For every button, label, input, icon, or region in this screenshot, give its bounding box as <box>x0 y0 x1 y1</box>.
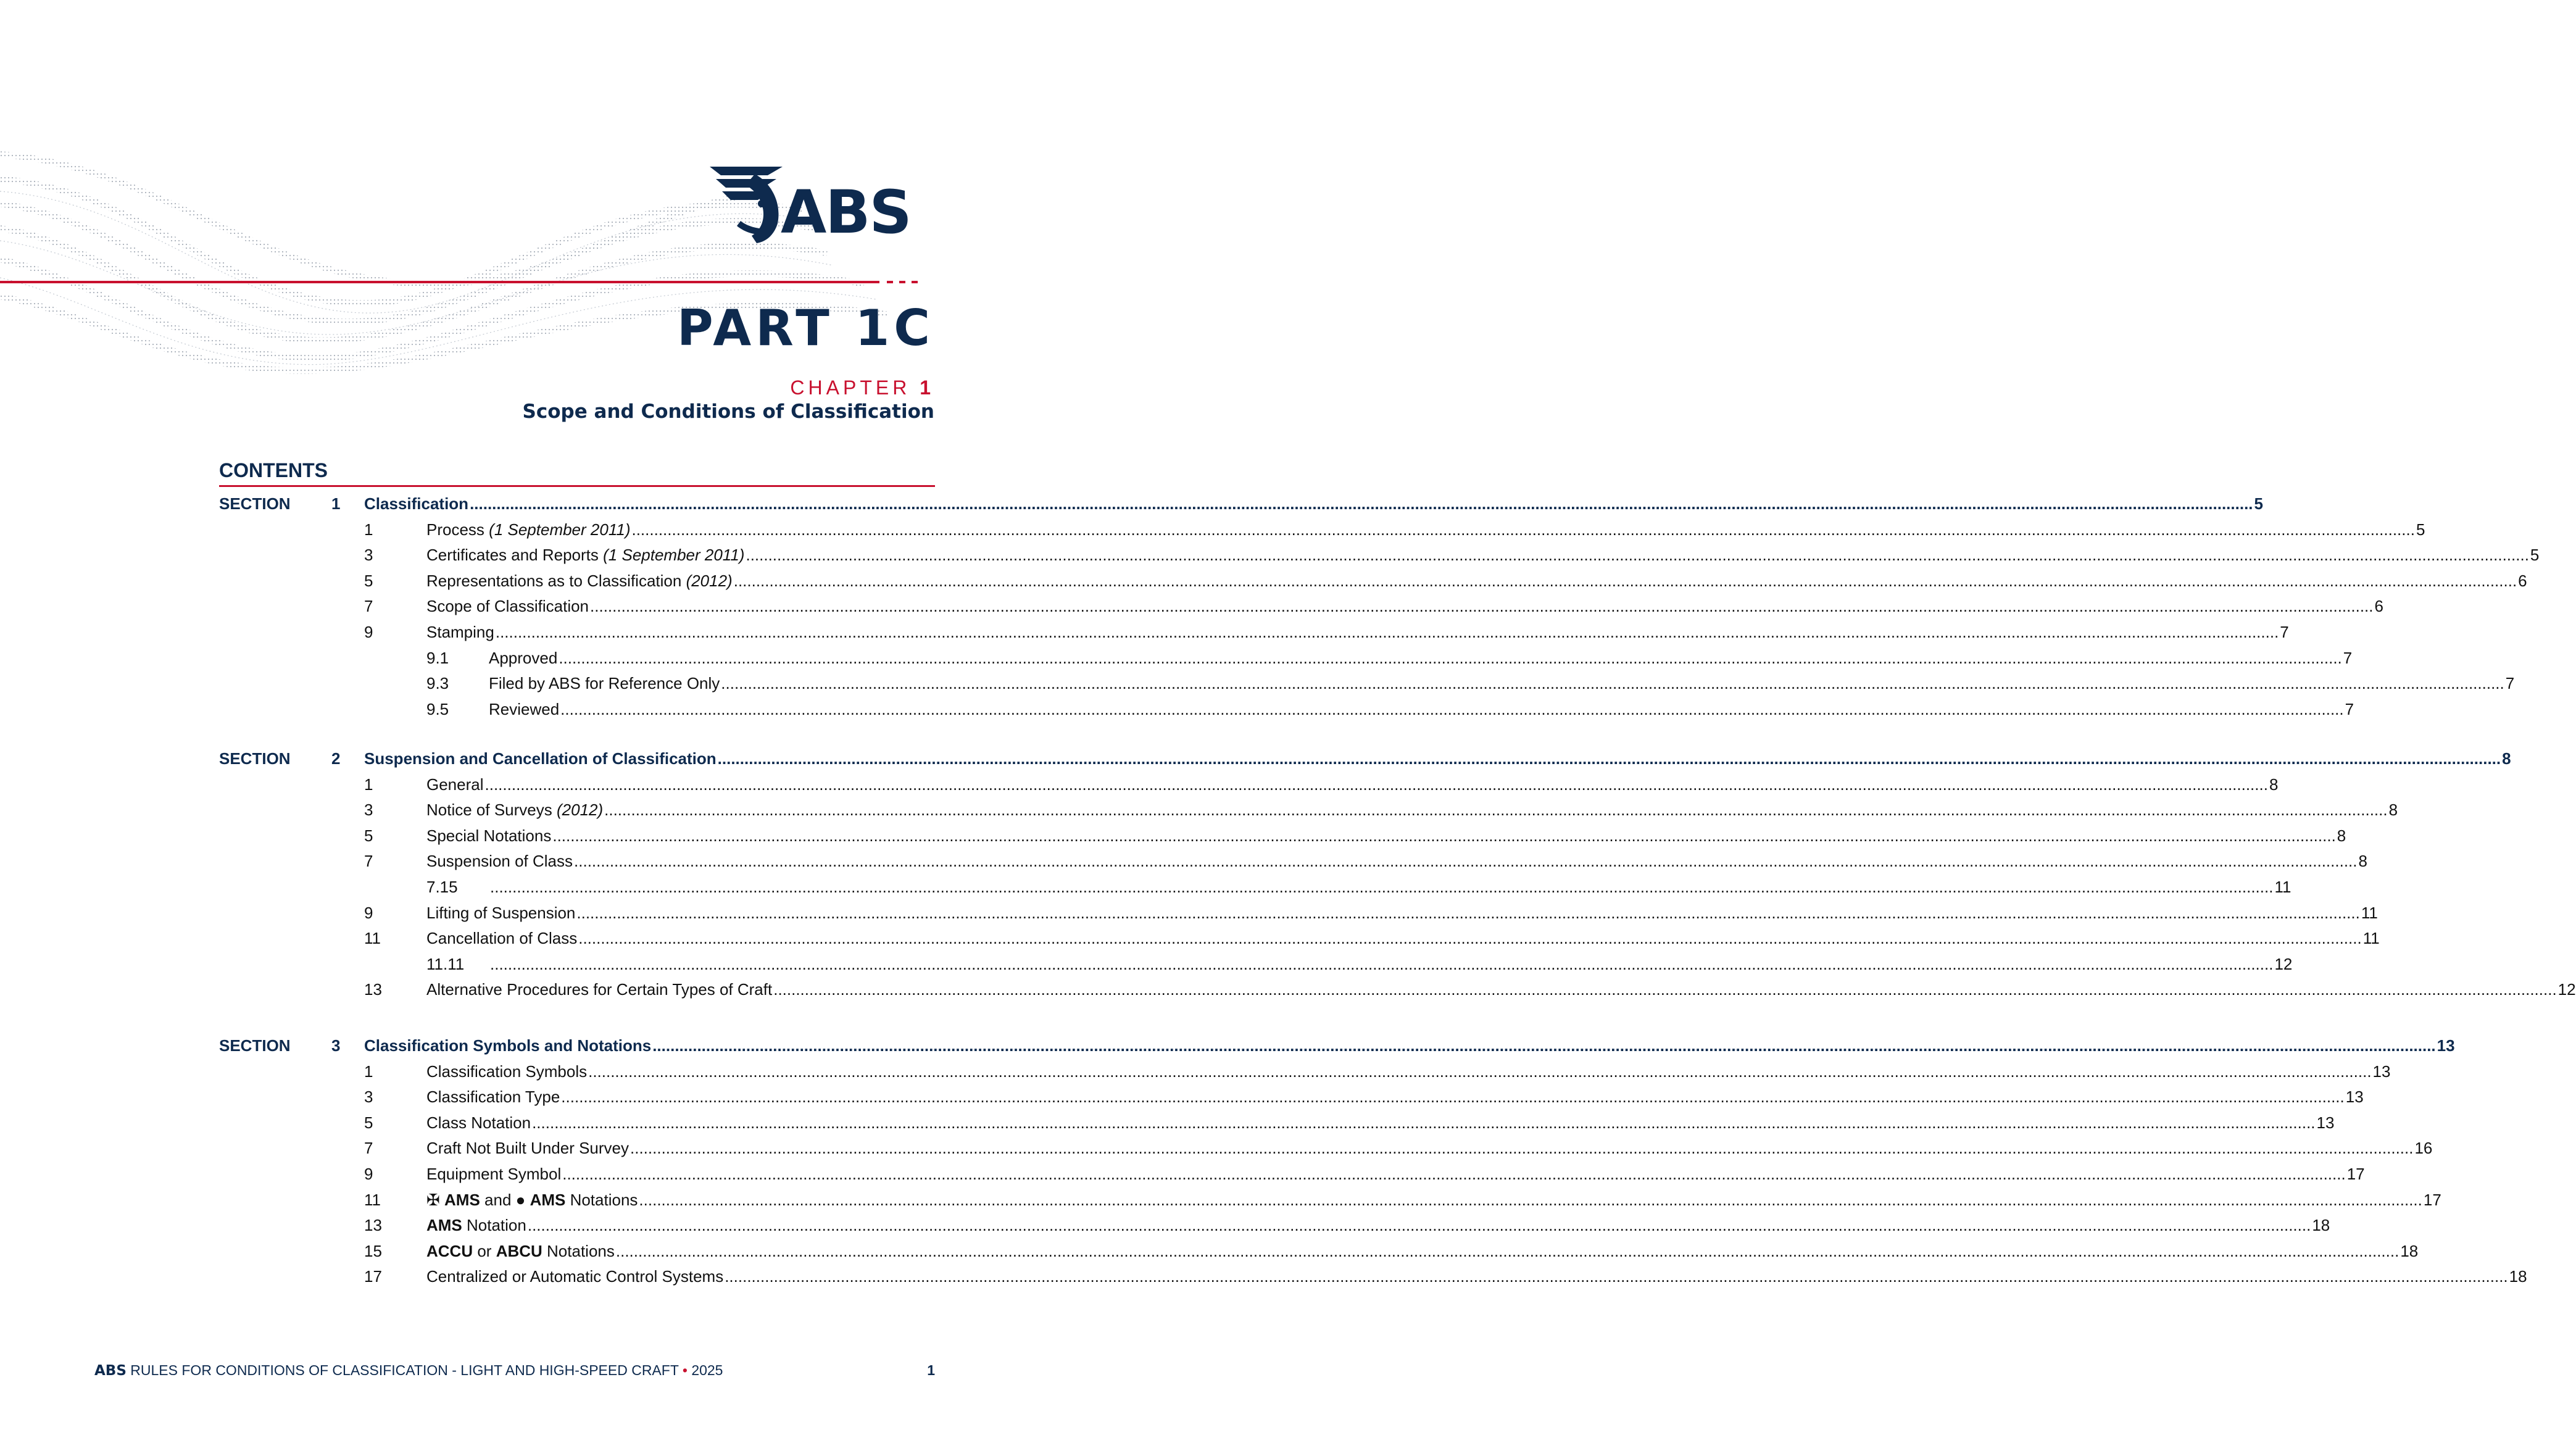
toc-dot-leader: ................................................................................................................................................................................................................................................................................................................................................................................................................ <box>532 1113 2316 1132</box>
toc-entry-title: Process (1 September 2011) <box>426 520 631 539</box>
toc-entry-leader <box>426 1137 2433 1159</box>
toc-item-number: 15 <box>364 1241 382 1260</box>
toc-item-row <box>219 1163 2365 1185</box>
toc-item-row <box>219 570 2527 592</box>
toc-item-number: 5 <box>364 826 373 845</box>
chapter-number: 1 <box>920 376 934 399</box>
toc-dot-leader: ................................................................................................................................................................................................................................................................................................................................................................................................................ <box>490 878 2274 896</box>
toc-dot-leader: ................................................................................................................................................................................................................................................................................................................................................................................................................ <box>717 749 2501 768</box>
footer-brand: ABS <box>94 1363 127 1379</box>
toc-dot-leader: ................................................................................................................................................................................................................................................................................................................................................................................................................ <box>746 546 2529 565</box>
toc-entry-title: Special Notations <box>426 826 552 845</box>
toc-item-row <box>219 1086 2364 1108</box>
toc-entry-title-part: ACCU <box>426 1241 473 1260</box>
toc-entry-leader <box>426 1265 2527 1287</box>
toc-section-number: 1 <box>331 494 341 513</box>
toc-dot-leader: ................................................................................................................................................................................................................................................................................................................................................................................................................ <box>576 903 2360 922</box>
toc-item-number: 9 <box>364 903 373 922</box>
toc-dot-leader: ................................................................................................................................................................................................................................................................................................................................................................................................................ <box>484 775 2268 794</box>
toc-item-number: 5 <box>364 1113 373 1132</box>
toc-section-row <box>219 747 2511 770</box>
toc-entry-leader <box>426 1112 2335 1134</box>
toc-entry-leader <box>426 1214 2330 1236</box>
toc-item-number: 11 <box>364 929 381 948</box>
toc-dot-leader: ................................................................................................................................................................................................................................................................................................................................................................................................................ <box>562 1165 2346 1183</box>
toc-dot-leader: ................................................................................................................................................................................................................................................................................................................................................................................................................ <box>733 571 2517 590</box>
toc-subitem-row <box>219 876 2291 898</box>
toc-entry-leader <box>489 647 2353 669</box>
toc-entry-leader <box>426 978 2576 1000</box>
toc-dot-leader: ................................................................................................................................................................................................................................................................................................................................................................................................................ <box>773 980 2557 999</box>
toc-item-row <box>219 621 2289 643</box>
toc-entry-title: Suspension of Class <box>426 852 573 871</box>
contents-red-rule <box>219 485 935 487</box>
toc-entry-leader <box>426 595 2383 617</box>
footer-year: 2025 <box>691 1362 723 1378</box>
toc-item-number: 5 <box>364 571 373 590</box>
toc-entry-title: Notice of Surveys (2012) <box>426 801 604 820</box>
toc-entry-page: 7 <box>2345 699 2354 718</box>
toc-entry-title: Classification <box>364 494 469 513</box>
toc-entry-title: Stamping <box>426 623 494 641</box>
toc-dot-leader: ................................................................................................................................................................................................................................................................................................................................................................................................................ <box>470 494 2253 513</box>
toc-entry-title <box>426 1214 526 1236</box>
toc-entry-title: Craft Not Built Under Survey <box>426 1139 629 1158</box>
toc-subitem-row <box>219 647 2353 669</box>
toc-entry-page: 13 <box>2437 1036 2455 1055</box>
toc-entry-page: 8 <box>2502 749 2511 768</box>
toc-entry-title: Filed by ABS for Reference Only <box>489 674 720 693</box>
toc-entry-title: Equipment Symbol <box>426 1165 562 1183</box>
toc-entry-page: 13 <box>2316 1113 2335 1132</box>
toc-subitem-number: 9.5 <box>426 699 449 718</box>
toc-entry-leader <box>426 1086 2364 1108</box>
toc-dot-leader: ................................................................................................................................................................................................................................................................................................................................................................................................................ <box>495 623 2279 641</box>
toc-dot-leader: ................................................................................................................................................................................................................................................................................................................................................................................................................ <box>590 597 2374 616</box>
toc-dot-leader: ................................................................................................................................................................................................................................................................................................................................................................................................................ <box>574 852 2358 871</box>
toc-item-number: 9 <box>364 1165 373 1183</box>
toc-entry-title: Classification Symbols and Notations <box>364 1036 652 1055</box>
toc-dot-leader: ................................................................................................................................................................................................................................................................................................................................................................................................................ <box>552 826 2336 845</box>
toc-entry-leader <box>426 621 2289 643</box>
toc-entry-leader <box>426 1060 2391 1083</box>
toc-entry-title-part: ✠ <box>426 1190 445 1209</box>
toc-item-number: 17 <box>364 1267 382 1286</box>
toc-entry-title: Cancellation of Class <box>426 929 578 948</box>
toc-entry-leader <box>426 850 2367 872</box>
toc-entry-leader <box>426 927 2380 949</box>
toc-entry-title-part: AMS <box>444 1190 480 1209</box>
toc-entry-title: Classification Type <box>426 1087 560 1107</box>
toc-entry-title-part: and ● <box>480 1190 530 1209</box>
toc-entry-title-part: AMS <box>530 1190 566 1209</box>
toc-subitem-number: 9.1 <box>426 648 449 667</box>
toc-entry-page: 8 <box>2337 826 2346 845</box>
footer-title: RULES FOR CONDITIONS OF CLASSIFICATION - LIGHT AND HIGH-SPEED CRAFT <box>130 1362 679 1378</box>
toc-entry-page: 16 <box>2414 1139 2433 1158</box>
toc-entry-leader <box>426 518 2425 541</box>
toc-subitem-number: 7.15 <box>426 878 458 896</box>
toc-entry-page: 8 <box>2269 775 2279 794</box>
toc-item-row <box>219 1189 2441 1211</box>
toc-entry-leader <box>364 747 2511 770</box>
toc-dot-leader: ................................................................................................................................................................................................................................................................................................................................................................................................................ <box>490 954 2274 973</box>
toc-entry-page: 18 <box>2400 1241 2419 1260</box>
toc-dot-leader: ................................................................................................................................................................................................................................................................................................................................................................................................................ <box>721 674 2504 693</box>
toc-entry-leader <box>489 672 2515 694</box>
toc-entry-page: 6 <box>2518 571 2527 590</box>
chapter-label-text: CHAPTER <box>790 376 911 399</box>
toc-item-number: 3 <box>364 1087 373 1107</box>
toc-entry-leader <box>426 773 2279 796</box>
toc-item-row <box>219 1240 2419 1262</box>
toc-section-row <box>219 1034 2455 1057</box>
toc-dot-leader: ................................................................................................................................................................................................................................................................................................................................................................................................................ <box>615 1241 2399 1260</box>
toc-dot-leader: ................................................................................................................................................................................................................................................................................................................................................................................................................ <box>527 1216 2311 1235</box>
toc-item-row <box>219 1112 2335 1134</box>
toc-section-row <box>219 493 2263 515</box>
footer-bullet: • <box>682 1362 688 1378</box>
toc-entry-title: Centralized or Automatic Control Systems <box>426 1267 724 1286</box>
toc-item-number: 1 <box>364 520 373 539</box>
toc-entry-leader <box>489 876 2291 898</box>
toc-entry-page: 8 <box>2388 801 2398 820</box>
header-red-dash <box>887 281 893 283</box>
toc-entry-leader <box>426 570 2527 592</box>
toc-section-label: SECTION <box>219 1036 291 1055</box>
toc-dot-leader: ................................................................................................................................................................................................................................................................................................................................................................................................................ <box>578 929 2362 948</box>
toc-item-row <box>219 978 2576 1000</box>
toc-item-row <box>219 544 2540 566</box>
toc-item-row <box>219 927 2380 949</box>
toc-entry-leader <box>489 698 2354 720</box>
toc-entry-title: Representations as to Classification (2012) <box>426 571 733 590</box>
toc-entry-page: 12 <box>2557 980 2576 999</box>
toc-item-number: 11 <box>364 1190 381 1209</box>
toc-entry-page: 18 <box>2509 1267 2527 1286</box>
toc-dot-leader: ................................................................................................................................................................................................................................................................................................................................................................................................................ <box>639 1190 2422 1209</box>
toc-item-number: 9 <box>364 623 373 641</box>
toc-dot-leader: ................................................................................................................................................................................................................................................................................................................................................................................................................ <box>559 648 2342 667</box>
toc-entry-page: 6 <box>2374 597 2383 616</box>
toc-entry-title-part: Notations <box>542 1241 615 1260</box>
toc-entry-title: Class Notation <box>426 1113 531 1132</box>
toc-item-row <box>219 1060 2391 1083</box>
header-red-dash <box>912 281 918 283</box>
chapter-title: Scope and Conditions of Classification <box>522 401 934 423</box>
toc-item-number: 3 <box>364 546 373 565</box>
toc-item-number: 1 <box>364 1062 373 1081</box>
toc-entry-leader <box>426 544 2540 566</box>
toc-item-number: 1 <box>364 775 373 794</box>
page-footer <box>94 1363 935 1378</box>
toc-entry-title-part: AMS <box>426 1216 462 1235</box>
header-red-dash <box>899 281 905 283</box>
toc-entry-title: Lifting of Suspension <box>426 903 576 922</box>
toc-entry-title: Reviewed <box>489 699 560 718</box>
toc-section-number: 2 <box>331 749 341 768</box>
toc-entry-qualifier: (2012) <box>556 801 604 820</box>
abs-logo-text: ABS <box>781 178 911 247</box>
toc-item-number: 7 <box>364 597 373 616</box>
toc-entry-leader <box>426 1163 2365 1185</box>
toc-dot-leader: ................................................................................................................................................................................................................................................................................................................................................................................................................ <box>725 1267 2508 1286</box>
toc-entry-page: 7 <box>2280 623 2289 641</box>
toc-item-row <box>219 799 2398 821</box>
toc-subitem-number: 9.3 <box>426 674 449 693</box>
toc-item-number: 3 <box>364 801 373 820</box>
toc-entry-leader <box>364 493 2263 515</box>
toc-entry-page: 12 <box>2274 954 2293 973</box>
toc-item-row <box>219 850 2367 872</box>
toc-section-number: 3 <box>331 1036 341 1055</box>
toc-section-label: SECTION <box>219 494 291 513</box>
chapter-label <box>790 378 934 397</box>
toc-entry-title: Approved <box>489 648 558 667</box>
toc-entry-page: 13 <box>2345 1087 2364 1107</box>
toc-entry-page: 5 <box>2530 546 2540 565</box>
toc-entry-leader <box>426 825 2346 847</box>
toc-dot-leader: ................................................................................................................................................................................................................................................................................................................................................................................................................ <box>604 801 2388 820</box>
toc-entry-title <box>426 1189 638 1211</box>
toc-item-row <box>219 1214 2330 1236</box>
toc-entry-page: 13 <box>2372 1062 2391 1081</box>
toc-dot-leader: ................................................................................................................................................................................................................................................................................................................................................................................................................ <box>631 520 2415 539</box>
toc-entry-leader <box>426 799 2398 821</box>
toc-entry-leader <box>426 1189 2441 1211</box>
toc-dot-leader: ................................................................................................................................................................................................................................................................................................................................................................................................................ <box>561 1087 2345 1107</box>
toc-item-number: 7 <box>364 852 373 871</box>
toc-item-row <box>219 595 2383 617</box>
toc-entry-title: Alternative Procedures for Certain Types of Craft <box>426 980 773 999</box>
toc-item-row <box>219 1265 2527 1287</box>
toc-entry-leader <box>426 1240 2419 1262</box>
toc-entry-page: 17 <box>2346 1165 2365 1183</box>
toc-entry-leader <box>426 902 2378 924</box>
toc-entry-title: Scope of Classification <box>426 597 589 616</box>
toc-dot-leader: ................................................................................................................................................................................................................................................................................................................................................................................................................ <box>588 1062 2372 1081</box>
toc-item-row <box>219 518 2425 541</box>
toc-dot-leader: ................................................................................................................................................................................................................................................................................................................................................................................................................ <box>560 699 2344 718</box>
toc-entry-title: General <box>426 775 484 794</box>
toc-item-number: 13 <box>364 980 382 999</box>
toc-entry-title: Classification Symbols <box>426 1062 588 1081</box>
toc-entry-title-part: Notation <box>462 1216 526 1235</box>
toc-entry-leader <box>489 953 2293 975</box>
toc-entry-qualifier: (2012) <box>686 571 733 590</box>
toc-item-row <box>219 825 2346 847</box>
toc-entry-title: Suspension and Cancellation of Classification <box>364 749 717 768</box>
toc-item-number: 13 <box>364 1216 382 1235</box>
toc-item-number: 7 <box>364 1139 373 1158</box>
toc-item-row <box>219 1137 2433 1159</box>
part-title: PART 1C <box>676 299 934 357</box>
header-red-rule <box>0 281 879 283</box>
toc-entry-page: 17 <box>2423 1190 2441 1209</box>
toc-dot-leader: ................................................................................................................................................................................................................................................................................................................................................................................................................ <box>652 1036 2436 1055</box>
toc-subitem-row <box>219 953 2293 975</box>
toc-entry-title-part: or <box>473 1241 496 1260</box>
toc-entry-qualifier: (1 September 2011) <box>489 520 631 539</box>
toc-item-row <box>219 902 2378 924</box>
toc-subitem-row <box>219 698 2354 720</box>
toc-entry-title-part: ABCU <box>496 1241 542 1260</box>
footer-page-number: 1 <box>927 1362 935 1378</box>
contents-heading: CONTENTS <box>219 459 328 481</box>
toc-entry-title <box>426 1240 615 1262</box>
toc-entry-title: Certificates and Reports (1 September 2011) <box>426 546 745 565</box>
toc-entry-qualifier: (1 September 2011) <box>603 546 745 565</box>
toc-entry-page: 18 <box>2312 1216 2330 1235</box>
toc-subitem-number: 11.11 <box>426 954 465 973</box>
toc-item-row <box>219 773 2279 796</box>
toc-subitem-row <box>219 672 2515 694</box>
toc-entry-page: 5 <box>2254 494 2263 513</box>
toc-entry-title-part: Notations <box>565 1190 638 1209</box>
toc-entry-page: 7 <box>2505 674 2515 693</box>
toc-entry-page: 7 <box>2343 648 2353 667</box>
toc-entry-leader <box>364 1034 2455 1057</box>
toc-section-label: SECTION <box>219 749 291 768</box>
toc-entry-page: 8 <box>2358 852 2367 871</box>
toc-entry-page: 5 <box>2416 520 2425 539</box>
toc-entry-page: 11 <box>2274 878 2291 896</box>
toc-entry-page: 11 <box>2361 903 2378 922</box>
toc-dot-leader: ................................................................................................................................................................................................................................................................................................................................................................................................................ <box>630 1139 2414 1158</box>
toc-entry-page: 11 <box>2362 929 2380 948</box>
